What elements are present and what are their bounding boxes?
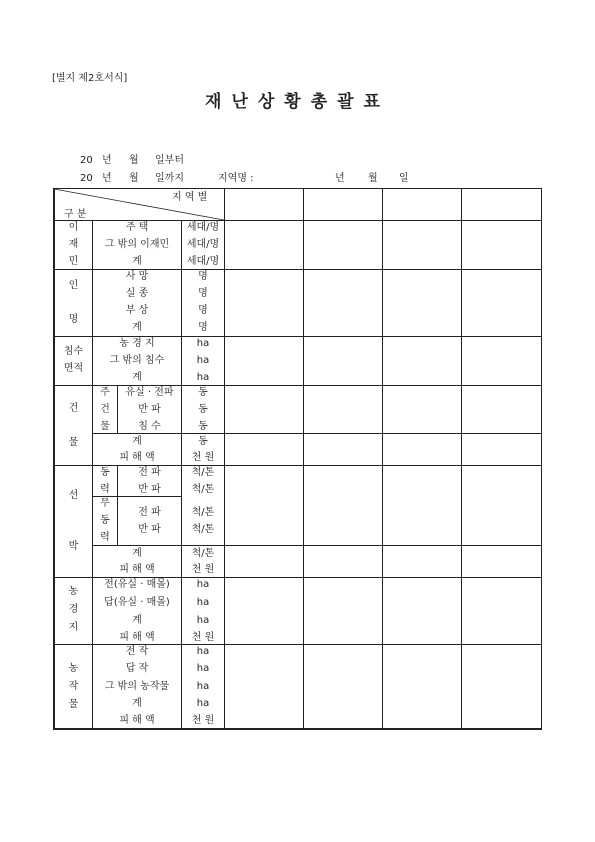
group-label: 물 [68,437,79,448]
group-label: 경 [68,604,79,615]
row-unit: ha [196,372,210,383]
group-label: 면적 [63,363,84,374]
row-unit: 명 [198,305,208,316]
total-unit: 동 [198,436,208,447]
header-bottom-line [53,220,542,221]
group-label: 선 [68,490,79,501]
row-item: 계 [132,256,142,267]
row-item: 전(유실 · 매몰) [104,579,170,590]
row-item: 답 작 [125,663,149,674]
damage-item: 피 해 액 [119,452,155,463]
row-item: 사 망 [125,271,149,282]
row-item: 그 밖의 농작물 [104,681,170,692]
unpowered-label: 동 [100,515,110,526]
unit-divider [181,465,182,577]
sub-label: 물 [100,421,110,432]
row-unit: 명 [198,288,208,299]
sub-label: 주 [100,387,110,398]
row-item: 계 [132,372,142,383]
group-label: 지 [68,622,79,633]
region-label: 지역명 : [218,173,254,184]
header-category: 구 분 [64,209,87,220]
unpowered-label: 무 [100,498,110,509]
row-unit: ha [196,338,210,349]
group-line [53,269,542,270]
damage-unit: 천 원 [191,452,215,463]
to-month: 월 [129,173,139,184]
damage-item: 피 해 액 [119,564,155,575]
row-item: 반 파 [138,484,161,495]
row-item: 그 밖의 침수 [109,355,165,366]
group-label: 물 [68,699,79,710]
to-day: 일까지 [155,173,184,184]
row-item: 실 종 [125,288,149,299]
from-year: 년 [102,155,112,166]
table-border-bottom [53,728,542,730]
row-item: 전 파 [138,467,161,478]
row-unit: 척/톤 [191,524,215,535]
row-unit: ha [196,579,210,590]
row-item: 계 [132,615,142,626]
row-unit: ha [196,663,210,674]
row-unit: ha [196,681,210,692]
form-label: [별지 제2호서식] [52,73,128,84]
row-item: 농 경 지 [119,338,155,349]
row-item: 주 택 [125,222,149,233]
row-unit: 동 [198,421,208,432]
row-item: 반 파 [138,404,161,415]
from-month: 월 [129,155,139,166]
group-label: 재 [68,239,79,250]
group-label: 농 [68,663,79,674]
row-item: 피 해 액 [119,715,155,726]
row-unit: ha [196,615,210,626]
row-item: 전 파 [138,507,161,518]
row-unit: 동 [198,387,208,398]
date-year: 년 [335,173,345,184]
group-line [53,336,542,337]
row-unit: ha [196,355,210,366]
to-year: 년 [102,173,112,184]
group-label: 작 [68,681,79,692]
group-label: 이 [68,222,79,233]
group-label: 명 [68,314,79,325]
sub-label: 건 [100,404,110,415]
header-region: 지 역 별 [172,192,208,203]
unpowered-label: 력 [100,532,110,543]
damage-unit: 천 원 [191,564,215,575]
group-line [53,644,542,645]
row-unit: 세대/명 [186,222,220,233]
from-year-prefix: 20 [80,155,93,166]
document-title: 재난상황총괄표 [205,92,390,112]
total-item: 계 [132,436,142,447]
row-item: 침 수 [138,421,161,432]
row-unit: 천 원 [191,632,215,643]
row-unit: 명 [198,271,208,282]
date-month: 월 [368,173,378,184]
group-line [53,577,542,578]
row-unit: ha [196,597,210,608]
row-unit: ha [196,698,210,709]
powered-label: 동 [100,467,110,478]
row-unit: ha [196,646,210,657]
powered-label: 력 [100,484,110,495]
row-item: 반 파 [138,524,161,535]
row-unit: 동 [198,404,208,415]
row-unit: 세대/명 [186,256,220,267]
row-unit: 척/톤 [191,467,215,478]
row-unit: 천 원 [191,715,215,726]
row-unit: 척/톤 [191,484,215,495]
vessel-powered-line [93,496,181,497]
group-label: 인 [68,280,79,291]
group-label: 침수 [63,346,84,357]
building-total-line [93,433,542,434]
row-item: 전 작 [125,646,149,657]
row-item: 부 상 [125,305,149,316]
row-unit: 명 [198,322,208,333]
row-item: 피 해 액 [119,632,155,643]
vessel-total-line [93,545,542,546]
group-label: 박 [68,541,79,552]
to-year-prefix: 20 [80,173,93,184]
row-unit: 세대/명 [186,239,220,250]
row-item: 유실 · 전파 [125,387,174,398]
group-label: 농 [68,586,79,597]
from-day: 일부터 [155,155,184,166]
row-item: 계 [132,322,142,333]
group-label: 민 [68,256,79,267]
group-label: 건 [68,403,79,414]
group-line [53,465,542,466]
group-line [53,385,542,386]
row-item: 계 [132,698,142,709]
row-item: 그 밖의 이재민 [104,239,170,250]
total-item: 계 [132,548,142,559]
row-unit: 척/톤 [191,507,215,518]
total-unit: 척/톤 [191,548,215,559]
row-item: 답(유실 · 매몰) [104,597,170,608]
date-day: 일 [399,173,409,184]
